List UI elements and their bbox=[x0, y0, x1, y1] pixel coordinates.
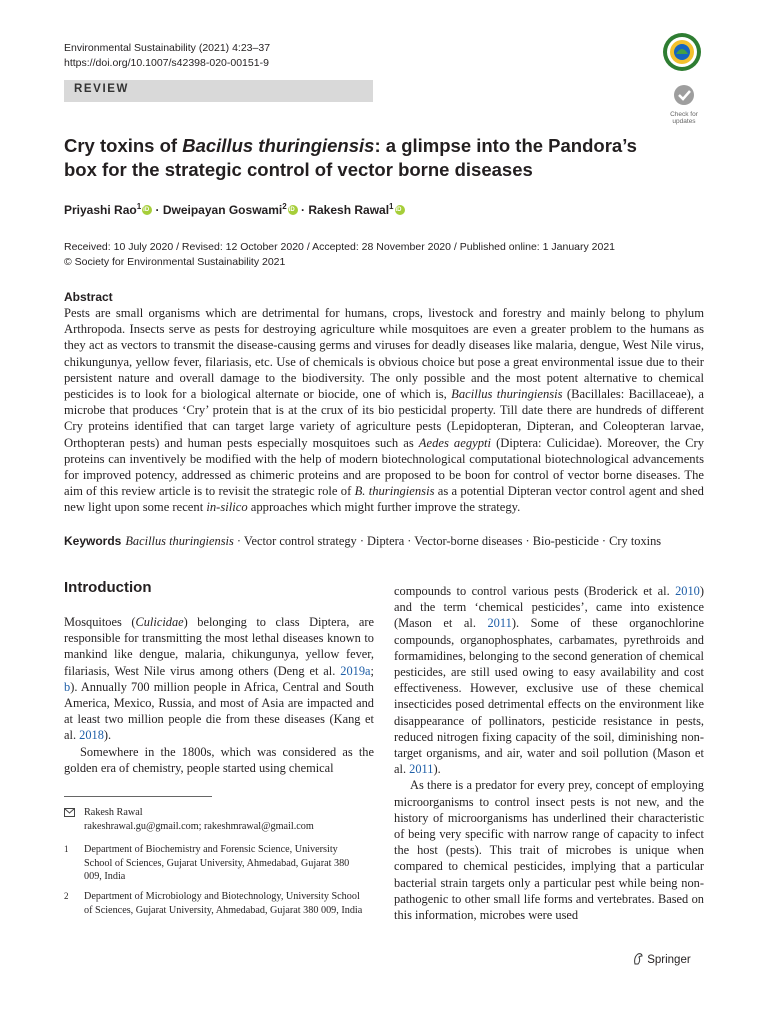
author-name[interactable]: Priyashi Rao bbox=[64, 203, 137, 217]
citation-link[interactable]: 2010 bbox=[675, 584, 700, 598]
journal-citation bbox=[64, 41, 270, 71]
check-updates-line2: updates bbox=[672, 118, 696, 125]
left-column bbox=[64, 614, 374, 776]
section-heading-introduction: Introduction bbox=[64, 579, 152, 596]
corresponding-name: Rakesh Rawal bbox=[84, 807, 143, 818]
affiliation-1: 1 Department of Biochemistry and Forensic Science, University School of Sciences, Gujarat University, Ahmedabad, Gujarat 380 009, India bbox=[64, 843, 364, 884]
paragraph: compounds to control various pests (Broderick et al. 2010) and the term ‘chemical pesticides’, came into existence (Mason et al. 2011). Some of these organochlorine compounds, organophosphates, carbamates, pyrethroids and formamidines, belonging to the second generation of chemical pesticides, are still used owing to easy availability and cost effectiveness. However, exclusive use of these chemical insecticides posed detrimental effects on the environment like disappearance of pollinators, pesticide resistance in pests, reduced nitrogen fixing capacity of the soil, diminishing non-target organisms, and air, water and soil pollution (Mason et al. 2011). bbox=[394, 584, 704, 777]
check-updates-icon bbox=[666, 84, 702, 106]
author-name[interactable]: Rakesh Rawal bbox=[308, 203, 390, 217]
copyright-line: © Society for Environmental Sustainability 2021 bbox=[64, 256, 286, 268]
title-species: Bacillus thuringiensis bbox=[182, 135, 375, 156]
section-label: REVIEW bbox=[74, 83, 129, 95]
affiliation-text: Department of Microbiology and Biotechnology, University School of Sciences, Gujarat University, Ahmedabad, Gujarat 380 009, India bbox=[84, 891, 363, 916]
citation-link[interactable]: 2018 bbox=[79, 728, 104, 743]
abstract-text: Pests are small organisms which are detrimental for humans, crops, livestock and forestry and mainly belong to phylum Arthropoda. Insects serve as pests for destroying agriculture while mosquitoes are even a greater problem to the humans as they act as vectors to transmit the disease-causing germs and viruses for deadly diseases like malaria, dengue, West Nile virus, chikungunya, yellow fever, filariasis, etc. Use of chemicals is obvious choice but pose a great environmental issue due to their persistent nature and overall damage to the biodiversity. The only possible and the most potent alternative to chemical pesticides is to look for a biological alternate or biocide, one of which is, Bacillus thuringiensis (Bacillales: Bacillaceae), a microbe that produces ‘Cry’ protein that is at the crux of its bio pesticidal property. Till date there are hundreds of different Cry proteins identified that can target large variety of agriculture pests (Lepidopteran, Dipteran, and Coleopteran larvae, Orthopteran pests) and human pests especially mosquitoes such as Aedes aegypti (Diptera: Culicidae). Moreover, the Cry proteins can inventively be modified with the help of modern biotechnological computational biotechnological advancements for improved potency, addressed as chimeric proteins and are proposed to be boon for control of vector borne diseases. The aim of this review article is to revisit the strategic role of B. thuringiensis as a potential Dipteran vector control agent and shed new light upon some recent in-silico approaches which might further improve the strategy. bbox=[64, 306, 704, 515]
citation-link[interactable]: 2011 bbox=[409, 762, 434, 777]
article-title: Cry toxins of Bacillus thuringiensis: a glimpse into the Pandora’s box for the strategic control of vector borne diseases bbox=[64, 135, 637, 180]
springer-horse-icon bbox=[632, 952, 644, 965]
right-column bbox=[394, 583, 704, 923]
paragraph: Somewhere in the 1800s, which was considered as the golden era of chemistry, people started using chemical bbox=[64, 744, 374, 775]
publisher-footer bbox=[632, 952, 691, 966]
paragraph: Mosquitoes (Culicidae) belonging to class Diptera, are responsible for transmitting the most lethal diseases known to mankind like dengue, malaria, chikungunya, yellow fever, filariasis, West Nile virus among others (Deng et al. 2019a; b). Annually 700 million people in Africa, Central and South America, Mexico, Russia, and most of Asia are impacted and at least two million people die from these diseases (Kang et al. 2018). bbox=[64, 615, 374, 743]
journal-name: Environmental Sustainability (2021) 4:23–37 bbox=[64, 42, 271, 54]
doi-link[interactable]: https://doi.org/10.1007/s42398-020-00151-9 bbox=[64, 57, 269, 69]
abstract-heading: Abstract bbox=[64, 290, 113, 304]
check-for-updates-button[interactable] bbox=[666, 84, 702, 124]
keywords-label: Keywords bbox=[64, 534, 122, 548]
paragraph: As there is a predator for every prey, concept of employing microorganisms to control insect pests is not new, and the history of microorganisms has underlined their characteristic of being very specific with narrow range of capacity to infect the host (pests). This trait of microbes is unique when compared to chemical pesticides, implying that a particular bacterial strain targets only a particular pest while being non-pathogenic to other small life forms and vertebrates. Based on this information, microbes were used bbox=[394, 778, 704, 923]
citation-link[interactable]: 2019a bbox=[340, 663, 371, 678]
society-logo-icon bbox=[662, 32, 702, 72]
orcid-icon[interactable] bbox=[142, 205, 152, 215]
affiliation-text: Department of Biochemistry and Forensic Science, University School of Sciences, Gujarat University, Ahmedabad, Gujarat 380 009, India bbox=[84, 844, 350, 882]
citation-link[interactable]: b bbox=[64, 679, 71, 694]
envelope-icon bbox=[64, 808, 75, 817]
corresponding-email[interactable]: rakeshrawal.gu@gmail.com; rakeshmrawal@gmail.com bbox=[84, 820, 314, 832]
citation-link[interactable]: 2011 bbox=[487, 616, 512, 631]
check-updates-line1: Check for bbox=[670, 111, 698, 118]
orcid-icon[interactable] bbox=[288, 205, 298, 215]
author-list: Priyashi Rao$^1$iD · Dweipayan Goswami$^2$iD · Rakesh Rawal$^1$iD bbox=[64, 202, 405, 217]
section-label-bar bbox=[64, 80, 373, 102]
orcid-icon[interactable] bbox=[395, 205, 405, 215]
author-name[interactable]: Dweipayan Goswami bbox=[162, 203, 283, 217]
dates-line: Received: 10 July 2020 / Revised: 12 October 2020 / Accepted: 28 November 2020 / Published online: 1 January 2021 bbox=[64, 241, 616, 253]
footnote-divider bbox=[64, 796, 212, 797]
corresponding-author bbox=[64, 806, 364, 833]
publication-dates bbox=[64, 240, 615, 270]
publisher-name: Springer bbox=[647, 954, 691, 966]
keywords: Keywords Bacillus thuringiensis · Vector control strategy · Diptera · Vector-borne diseases · Bio-pesticide · Cry toxins bbox=[64, 534, 662, 548]
affiliation-2: 2 Department of Microbiology and Biotechnology, University School of Sciences, Gujarat University, Ahmedabad, Gujarat 380 009, India bbox=[64, 891, 363, 916]
